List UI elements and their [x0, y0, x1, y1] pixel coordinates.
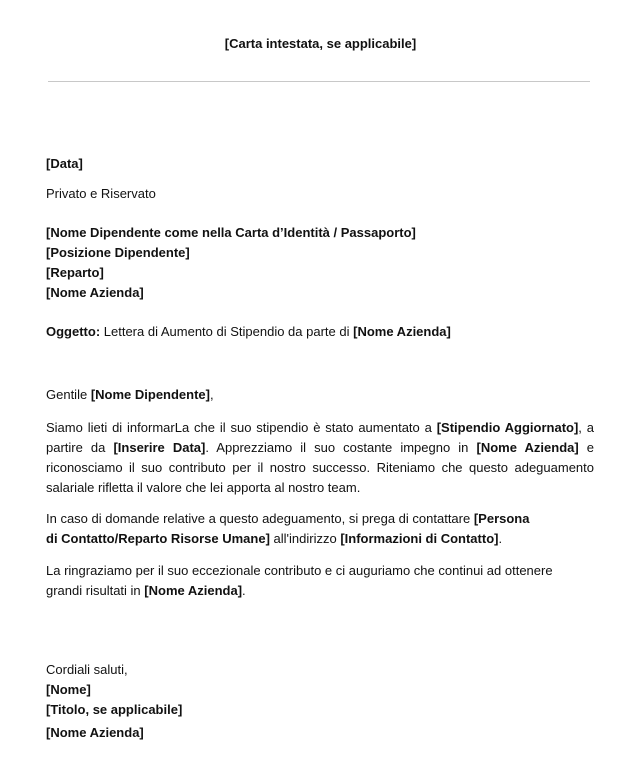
recipient-position: [Posizione Dipendente]: [46, 245, 190, 260]
contact-person-part-1: [Persona: [473, 511, 530, 526]
signer-name: [Nome]: [46, 682, 91, 697]
subject-line: [46, 322, 594, 342]
date-field: [Data]: [46, 156, 83, 171]
body-paragraph-3: [46, 561, 594, 601]
body-paragraph-1: [46, 418, 594, 498]
greeting-suffix: ,: [209, 387, 214, 402]
para3-text-1: grandi risultati in: [46, 583, 145, 598]
para1-text-3: . Apprezziamo il suo costante impegno in: [205, 440, 477, 455]
para2-line-1: [46, 509, 594, 529]
updated-salary: [Stipendio Aggiornato]: [436, 420, 579, 435]
para3-line-2: [46, 581, 594, 601]
subject-text: Lettera di Aumento di Stipendio da parte di: [100, 324, 354, 339]
signer-company: [Nome Azienda]: [46, 725, 144, 740]
para3-company: [Nome Azienda]: [144, 583, 243, 598]
recipient-department: [Reparto]: [46, 265, 104, 280]
greeting-name: [Nome Dipendente]: [90, 387, 210, 402]
para2-text-2: all'indirizzo: [269, 531, 341, 546]
closing-salutation: Cordiali saluti,: [46, 662, 128, 677]
confidential-note: Privato e Riservato: [46, 186, 156, 201]
para2-line-2: [46, 529, 594, 549]
subject-company: [Nome Azienda]: [353, 324, 451, 339]
contact-person-part-2: di Contatto/Reparto Risorse Umane]: [46, 531, 270, 546]
para1-text-1: Siamo lieti di informarLa che il suo stipendio è stato aumentato a: [46, 420, 437, 435]
recipient-company: [Nome Azienda]: [46, 285, 144, 300]
para1-text-2: , a partire da: [46, 420, 594, 455]
contact-info: [Informazioni di Contatto]: [340, 531, 499, 546]
greeting-prefix: Gentile: [46, 387, 91, 402]
recipient-block: [46, 223, 594, 303]
subject-label: Oggetto:: [46, 324, 101, 339]
signer-title: [Titolo, se applicabile]: [46, 702, 183, 717]
closing-block: [46, 660, 594, 743]
recipient-name: [Nome Dipendente come nella Carta d’Identità / Passaporto]: [46, 225, 416, 240]
para1-company: [Nome Azienda]: [476, 440, 579, 455]
para1-text-4: e riconosciamo il suo contributo per il nostro successo. Riteniamo che questo adeguamento salariale rifletta il valore che lei apporta al nostro team.: [46, 440, 595, 495]
greeting: [46, 385, 594, 405]
letterhead: [Carta intestata, se applicabile]: [224, 36, 417, 51]
para3-line-1: La ringraziamo per il suo eccezionale contributo e ci auguriamo che continui ad ottenere: [46, 563, 553, 578]
para3-text-2: .: [242, 583, 246, 598]
header-divider: [48, 81, 590, 82]
para2-text-1: In caso di domande relative a questo adeguamento, si prega di contattare: [46, 511, 474, 526]
para2-text-3: .: [498, 531, 503, 546]
effective-date: [Inserire Data]: [113, 440, 206, 455]
body-paragraph-2: [46, 509, 594, 549]
